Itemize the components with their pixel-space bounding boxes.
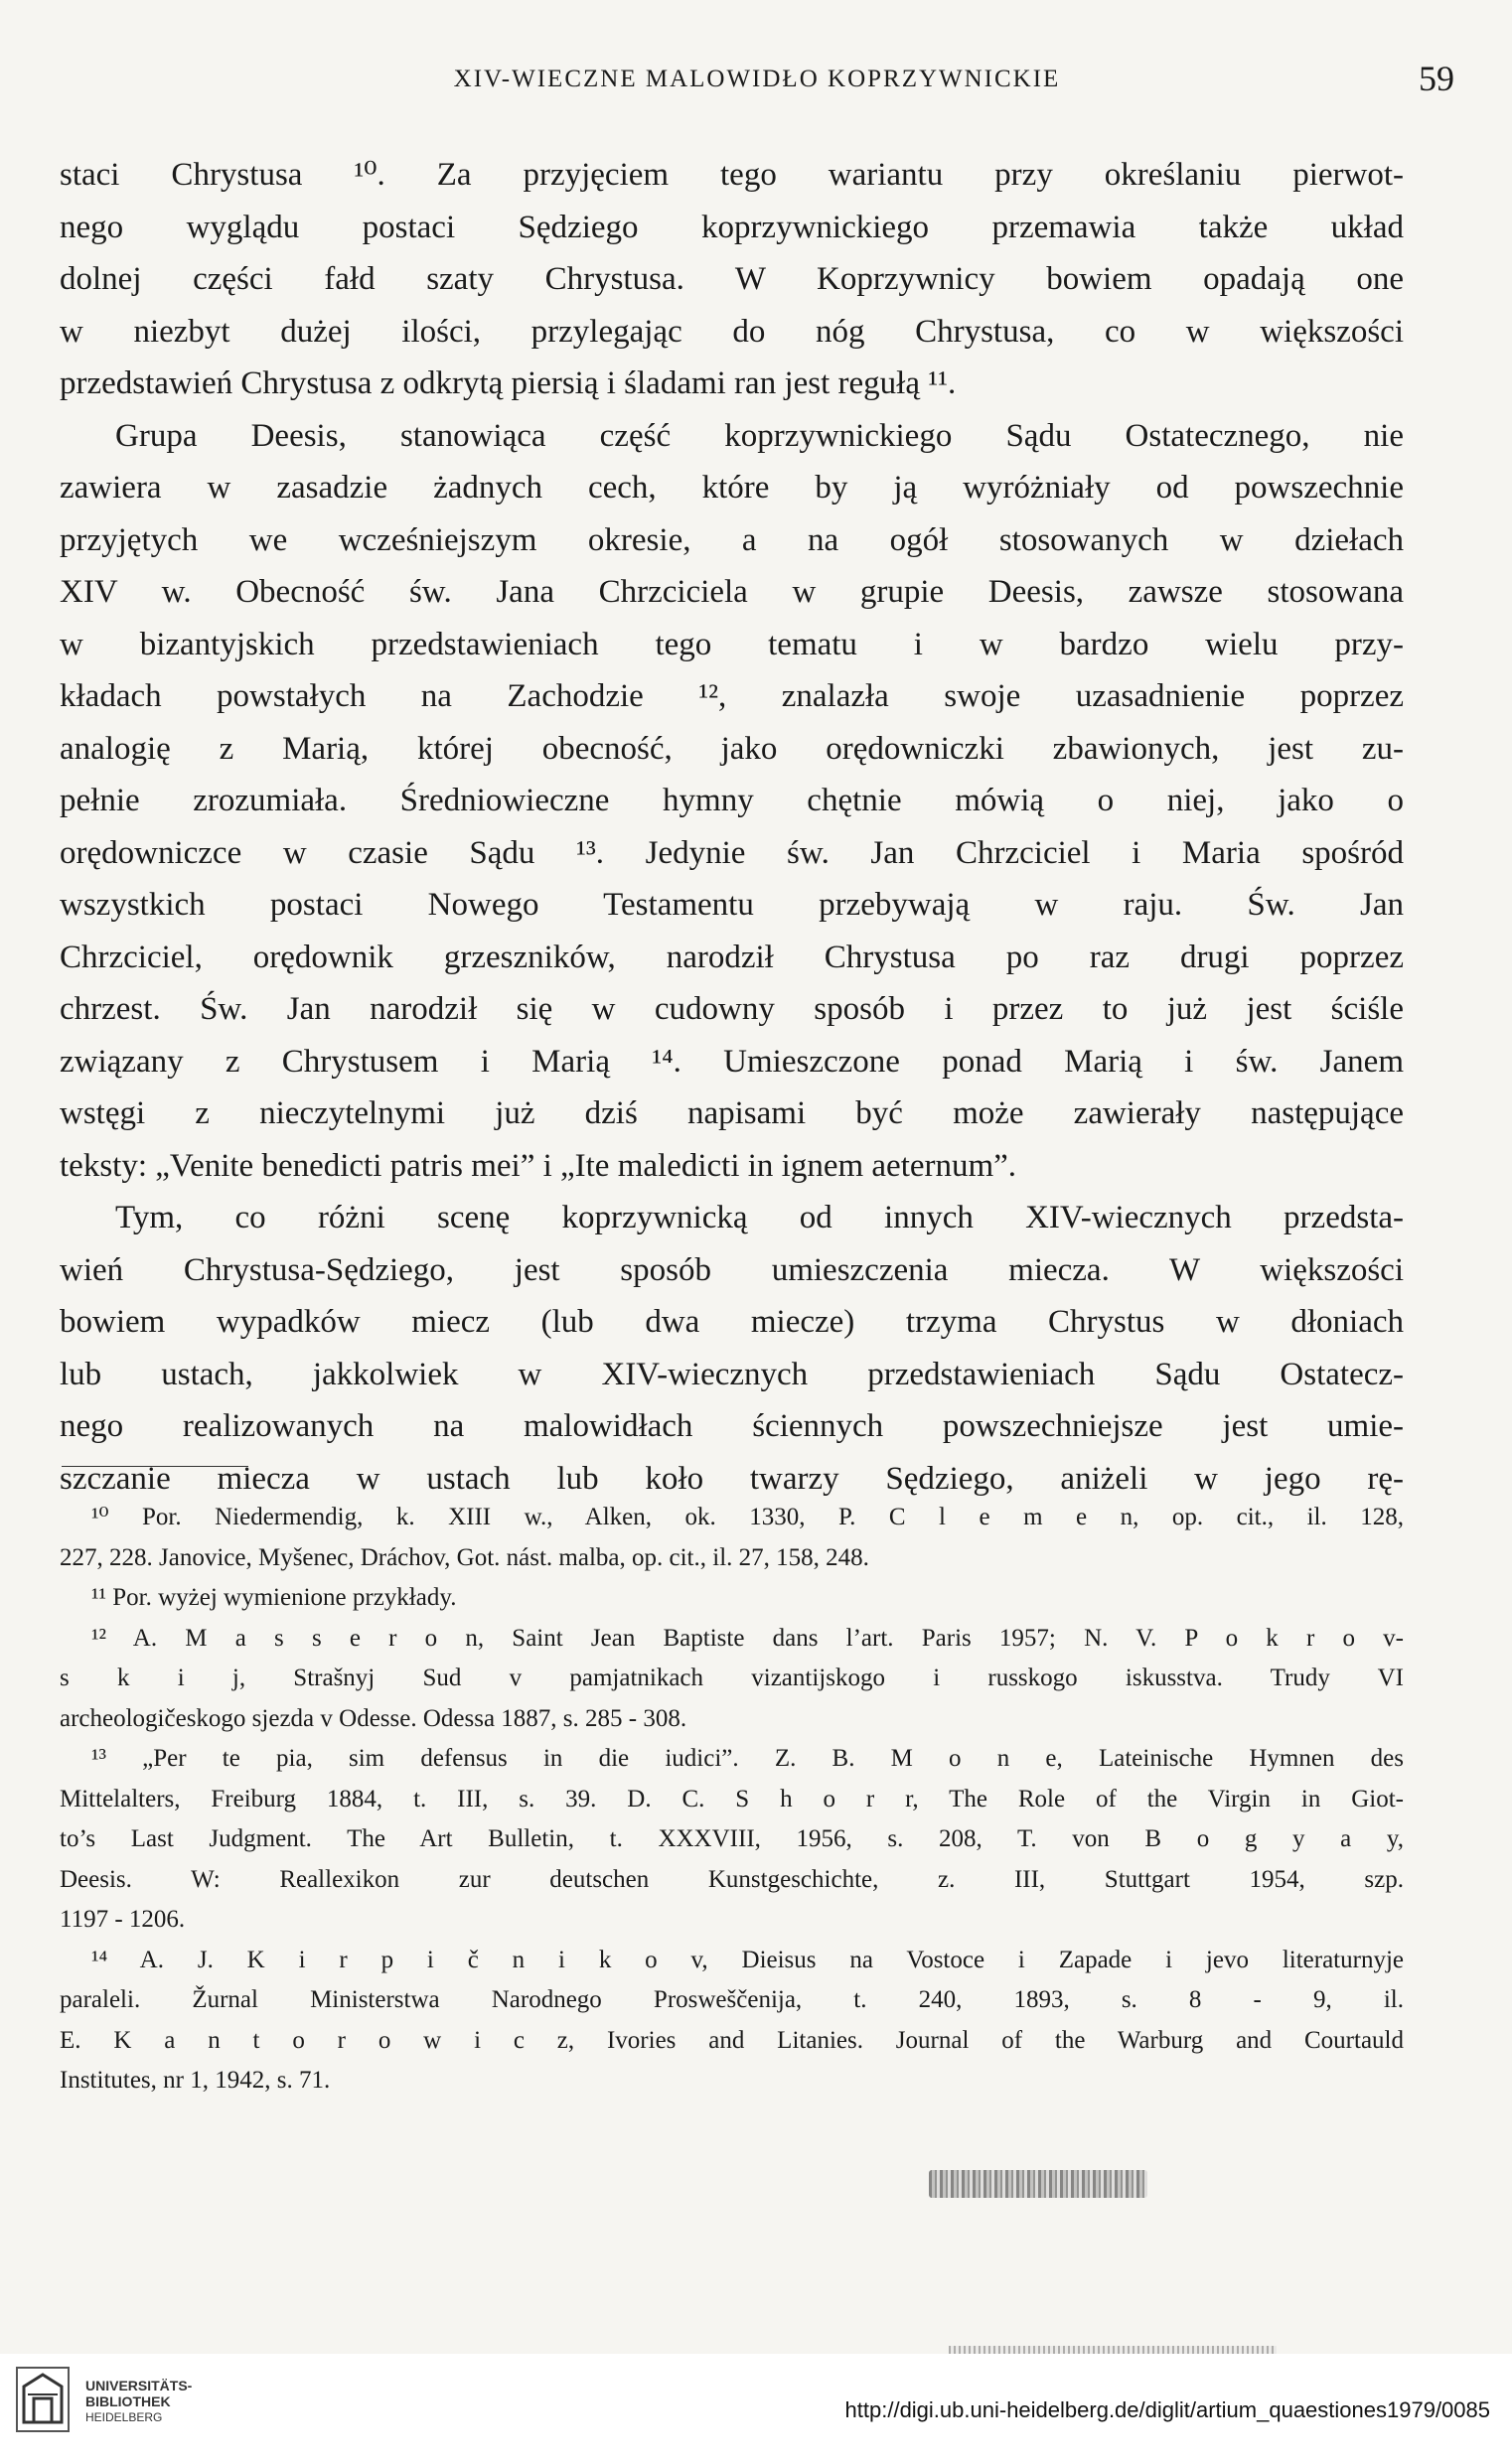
body-line: zawiera w zasadzie żadnych cech, które by ją wyróżniały od powszechnie [60,470,1404,506]
footnote-line: 227, 228. Janovice, Myšenec, Dráchov, Got. nást. malba, op. cit., il. 27, 158, 248. [60,1543,869,1571]
footnotes [60,1498,1404,2102]
body-line: wstęgi z nieczytelnymi już dziś napisami być może zawierały następujące [60,1095,1404,1131]
footnote-line: ¹³ „Per te pia, sim defensus in die iudici”. Z. B. M o n e, Lateinische Hymnen des [91,1745,1404,1772]
footnote-divider [62,1466,248,1467]
footnote-line: ¹⁴ A. J. K i r p i č n i k o v, Dieisus na Vostoce i Zapade i jevo literaturnyje [91,1946,1404,1973]
footnote-line: Deesis. W: Reallexikon zur deutschen Kunstgeschichte, z. III, Stuttgart 1954, szp. [60,1865,1404,1893]
body-line: szczanie miecza w ustach lub koło twarzy Sędziego, aniżeli w jego rę- [60,1460,1404,1497]
body-line: związany z Chrystusem i Marią ¹⁴. Umieszczone ponad Marią i św. Janem [60,1043,1404,1080]
footnote-line: Mittelalters, Freiburg 1884, t. III, s. 39. D. C. S h o r r, The Role of the Virgin in Giot- [60,1785,1404,1812]
footnote-line: ¹² A. M a s s e r o n, Saint Jean Baptiste dans l’art. Paris 1957; N. V. P o k r o v- [91,1624,1404,1652]
library-name [85,2378,192,2425]
page-number: 59 [1419,59,1454,98]
body-line: przyjętych we wcześniejszym okresie, a na ogół stosowanych w dziełach [60,521,1404,558]
body-line: chrzest. Św. Jan narodził się w cudowny sposób i przez to już jest ściśle [60,991,1404,1027]
page-header [60,58,1454,107]
body-line: orędowniczce w czasie Sądu ¹³. Jedynie św. Jan Chrzciciel i Maria spośród [60,834,1404,871]
footnote-line: s k i j, Strašnyj Sud v pamjatnikach vizantijskogo i russkogo iskusstva. Trudy VI [60,1665,1404,1691]
body-line: lub ustach, jakkolwiek w XIV-wiecznych przedstawieniach Sądu Ostatecz- [60,1356,1404,1392]
footnote-line: E. K a n t o r o w i c z, Ivories and Litanies. Journal of the Warburg and Courtauld [60,2026,1404,2054]
body-line: w bizantyjskich przedstawieniach tego tematu i w bardzo wielu przy- [60,626,1404,662]
library-name-line: HEIDELBERG [85,2410,163,2424]
running-title: XIV-WIECZNE MALOWIDŁO KOPRZYWNICKIE [453,66,1061,92]
university-library-logo-icon [16,2367,70,2432]
body-line: Grupa Deesis, stanowiąca część koprzywnickiego Sądu Ostatecznego, nie [115,417,1404,454]
body-line: nego wyglądu postaci Sędziego koprzywnickiego przemawia także układ [60,209,1404,245]
footnote-line: 1197 - 1206. [60,1906,186,1933]
body-line: wień Chrystusa-Sędziego, jest sposób umieszczenia miecza. W większości [60,1251,1404,1288]
footnote-line: paraleli. Žurnal Ministerstwa Narodnego Prosweščenija, t. 240, 1893, s. 8 - 9, il. [60,1986,1404,2013]
body-line: przedstawień Chrystusa z odkrytą piersią i śladami ran jest regułą ¹¹. [60,365,957,401]
footnote-line: archeologičeskogo sjezda v Odesse. Odessa 1887, s. 285 - 308. [60,1704,687,1732]
footnote-line: to’s Last Judgment. The Art Bulletin, t. XXXVIII, 1956, s. 208, T. von B o g y a y, [60,1825,1404,1852]
scan-smudge [949,2346,1277,2354]
body-line: staci Chrystusa ¹⁰. Za przyjęciem tego wariantu przy określaniu pierwot- [60,157,1404,193]
footnote-line: Institutes, nr 1, 1942, s. 71. [60,2067,331,2094]
source-url-link[interactable]: http://digi.ub.uni-heidelberg.de/diglit/artium_quaestiones1979/0085 [844,2397,1490,2422]
body-line: kładach powstałych na Zachodzie ¹², znalazła swoje uzasadnienie poprzez [60,678,1404,714]
footnote-line: ¹¹ Por. wyżej wymienione przykłady. [91,1584,457,1611]
body-line: pełnie zrozumiała. Średniowieczne hymny chętnie mówią o niej, jako o [60,783,1404,818]
body-line: XIV w. Obecność św. Jana Chrzciciela w grupie Deesis, zawsze stosowana [60,574,1404,610]
body-line: Chrzciciel, orędownik grzeszników, narodził Chrystusa po raz drugi poprzez [60,939,1404,975]
body-line: w niezbyt dużej ilości, przylegając do nóg Chrystusa, co w większości [60,313,1404,350]
body-line: nego realizowanych na malowidłach ściennych powszechniejsze jest umie- [60,1408,1404,1444]
footnote-line: ¹⁰ Por. Niedermendig, k. XIII w., Alken, ok. 1330, P. C l e m e n, op. cit., il. 128, [91,1504,1404,1530]
body-text [60,149,1404,1505]
body-line: analogię z Marią, której obecność, jako orędowniczki zbawionych, jest zu- [60,730,1404,767]
body-line: teksty: „Venite benedicti patris mei” i „Ite maledicti in ignem aeternum”. [60,1147,1017,1184]
body-line: wszystkich postaci Nowego Testamentu przebywają w raju. Św. Jan [60,887,1404,923]
library-stamp [929,2170,1147,2198]
library-name-line: UNIVERSITÄTS- [85,2378,193,2393]
body-line: bowiem wypadków miecz (lub dwa miecze) trzyma Chrystus w dłoniach [60,1304,1404,1340]
library-name-line: BIBLIOTHEK [85,2393,171,2409]
body-line: dolnej części fałd szaty Chrystusa. W Koprzywnicy bowiem opadają one [60,261,1404,297]
body-line: Tym, co różni scenę koprzywnicką od innych XIV-wiecznych przedsta- [115,1200,1404,1235]
